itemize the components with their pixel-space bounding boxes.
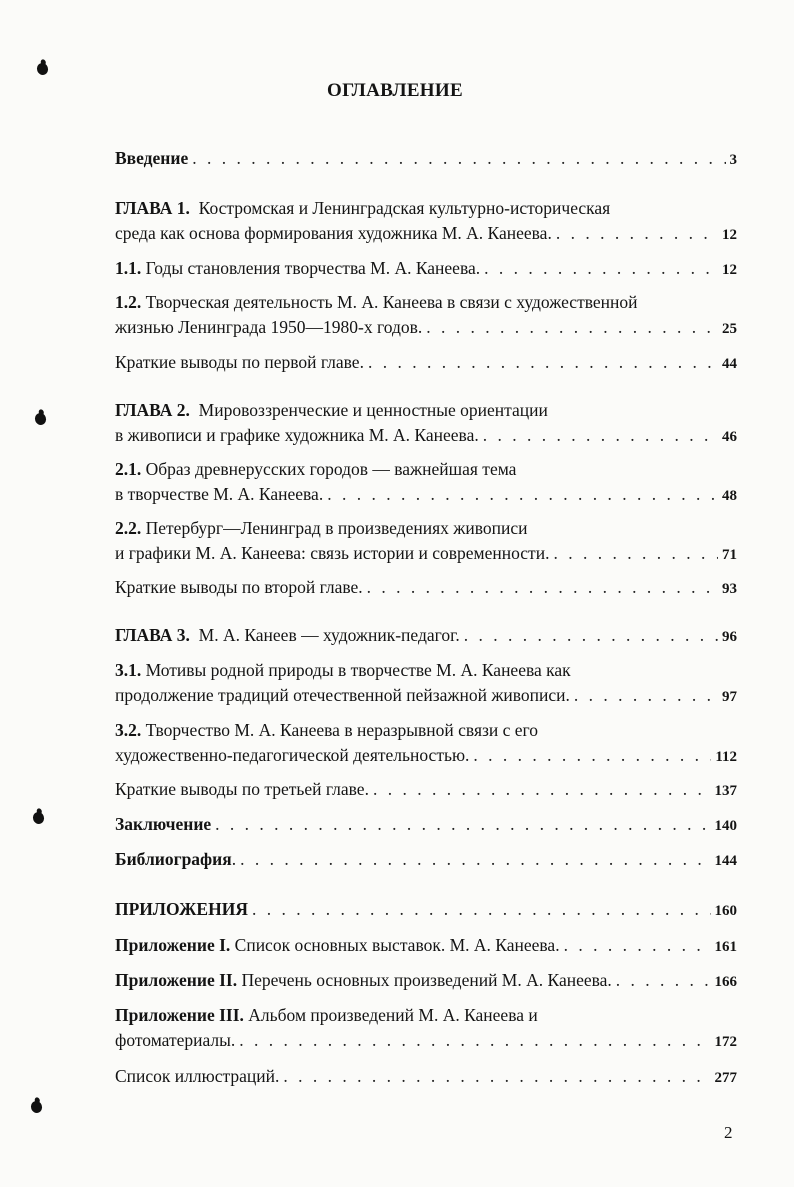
toc-entry-summary-2[interactable] [115,575,737,600]
toc-page-number: 112 [715,749,737,765]
toc-page-number: 172 [714,1034,737,1050]
toc-page-number: 25 [722,321,737,337]
toc-entry-title-line: фотоматериалы. [115,1030,236,1050]
punch-hole-mark [31,810,45,825]
toc-entry-title-line: художественно-педагогической деятельностью. [115,745,470,765]
toc-entry-title-line: Список иллюстраций. [115,1066,280,1086]
toc-entry-title-line: Мотивы родной природы в творчестве М. А. Канеева как [145,660,571,680]
dot-leader [464,623,718,648]
dot-leader [483,423,718,448]
toc-entry-label: 1.1. [115,258,142,278]
toc-entry-title-line: Образ древнерусских городов — важнейшая тема [145,459,517,479]
toc-page-number: 46 [722,429,737,445]
dot-leader [484,256,718,281]
dot-leader [553,541,718,566]
toc-entry-title-line: Краткие выводы по третьей главе. [115,779,369,799]
toc-entry-section-3-1[interactable] [115,658,737,708]
toc-page-number: 137 [714,783,737,799]
dot-leader [368,350,718,375]
toc-entry-label: 2.1. [115,459,142,479]
toc-entry-title-line: М. А. Канеев — художник-педагог. [198,625,460,645]
toc-entry-chapter-1[interactable] [115,196,737,246]
dot-leader [215,812,710,837]
toc-entry-summary-3[interactable] [115,777,737,802]
dot-leader [473,743,711,768]
toc-entry-introduction[interactable] [115,146,737,171]
toc-entry-title-line: Творчество М. А. Канеева в неразрывной связи с его [145,720,539,740]
toc-page-number: 277 [714,1070,737,1086]
toc-entry-section-1-2[interactable] [115,290,737,340]
toc-page-number: 48 [722,488,737,504]
toc-entry-label: Заключение [115,814,212,834]
toc-entry-section-2-1[interactable] [115,457,737,507]
toc-entry-label: 3.2. [115,720,142,740]
page-title: ОГЛАВЛЕНИЕ [327,80,463,101]
dot-leader [556,221,718,246]
toc-entry-appendix-2[interactable] [115,968,737,993]
dot-leader [564,933,711,958]
toc-page-number: 160 [714,903,737,919]
toc-entry-title-line: Краткие выводы по первой главе. [115,352,364,372]
toc-page-number: 166 [714,974,737,990]
toc-page-number: 144 [714,853,737,869]
page-number: 2 [724,1123,733,1142]
toc-page-number: 12 [722,227,737,243]
toc-entry-label: ГЛАВА 1. [115,198,190,218]
toc-entry-punctuation: . [231,849,237,869]
toc-entry-label: Введение [115,148,189,168]
toc-page-number: 3 [729,152,737,168]
dot-leader [426,315,718,340]
dot-leader [239,1028,710,1053]
dot-leader [574,683,718,708]
toc-entry-conclusion[interactable] [115,812,737,837]
dot-leader [240,847,710,872]
toc-entry-title-line: жизнью Ленинграда 1950—1980-х годов. [115,317,423,337]
toc-page-number: 44 [722,356,737,372]
toc-entry-section-2-2[interactable] [115,516,737,566]
dot-leader [327,482,718,507]
toc-entry-label: Приложение III. [115,1005,244,1025]
toc-entry-label: Приложение I. [115,935,231,955]
toc-entry-section-3-2[interactable] [115,718,737,768]
toc-entry-label: Приложение II. [115,970,238,990]
toc-page-number: 71 [722,547,737,563]
toc-entry-title-line: Краткие выводы по второй главе. [115,577,363,597]
toc-entry-label: 2.2. [115,518,142,538]
toc-entry-summary-1[interactable] [115,350,737,375]
dot-leader [192,146,725,171]
toc-entry-title-line: Творческая деятельность М. А. Канеева в связи с художественной [145,292,638,312]
toc-entry-bibliography[interactable] [115,847,737,872]
toc-page-number: 12 [722,262,737,278]
punch-hole-mark [33,411,47,426]
toc-page-number: 96 [722,629,737,645]
toc-entry-label: 1.2. [115,292,142,312]
toc-entry-title-line: среда как основа формирования художника М. А. Канеева. [115,223,552,243]
toc-entry-title-line: Петербург—Ленинград в произведениях живописи [145,518,528,538]
dot-leader [252,897,711,922]
dot-leader [373,777,711,802]
toc-entry-title-line: Альбом произведений М. А. Канеева и [248,1005,538,1025]
punch-hole-mark [29,1099,43,1114]
dot-leader [367,575,718,600]
toc-entry-title-line: в живописи и графике художника М. А. Канеева. [115,425,479,445]
toc-entry-label: 3.1. [115,660,142,680]
toc-entry-title-line: и графики М. А. Канеева: связь истории и современности. [115,543,550,563]
toc-entry-title-line: Перечень основных произведений М. А. Канеева. [241,970,612,990]
punch-hole-mark [35,61,49,76]
toc-entry-section-1-1[interactable] [115,256,737,281]
toc-entry-label: ПРИЛОЖЕНИЯ [115,899,248,919]
toc-entry-chapter-2[interactable] [115,398,737,448]
toc-entry-illustrations[interactable] [115,1064,737,1089]
toc-entry-title-line: Мировоззренческие и ценностные ориентации [198,400,548,420]
toc-entry-label: ГЛАВА 3. [115,625,190,645]
toc-entry-title-line: Список основных выставок. М. А. Канеева. [234,935,560,955]
toc-entry-appendices[interactable] [115,897,737,922]
toc-entry-chapter-3[interactable] [115,623,737,648]
toc-page-number: 97 [722,689,737,705]
toc-entry-label: ГЛАВА 2. [115,400,190,420]
toc-entry-appendix-3[interactable] [115,1003,737,1053]
toc-page-number: 140 [714,818,737,834]
toc-entry-label: Библиография [115,849,232,869]
toc-entry-title-line: Годы становления творчества М. А. Канеева. [145,258,481,278]
toc-entry-title-line: продолжение традиций отечественной пейзажной живописи. [115,685,570,705]
toc-entry-title-line: Костромская и Ленинградская культурно-историческая [198,198,611,218]
toc-entry-title-line: в творчестве М. А. Канеева. [115,484,324,504]
dot-leader [616,968,711,993]
toc-entry-appendix-1[interactable] [115,933,737,958]
toc-page-number: 93 [722,581,737,597]
toc-page-number: 161 [714,939,737,955]
dot-leader [283,1064,710,1089]
